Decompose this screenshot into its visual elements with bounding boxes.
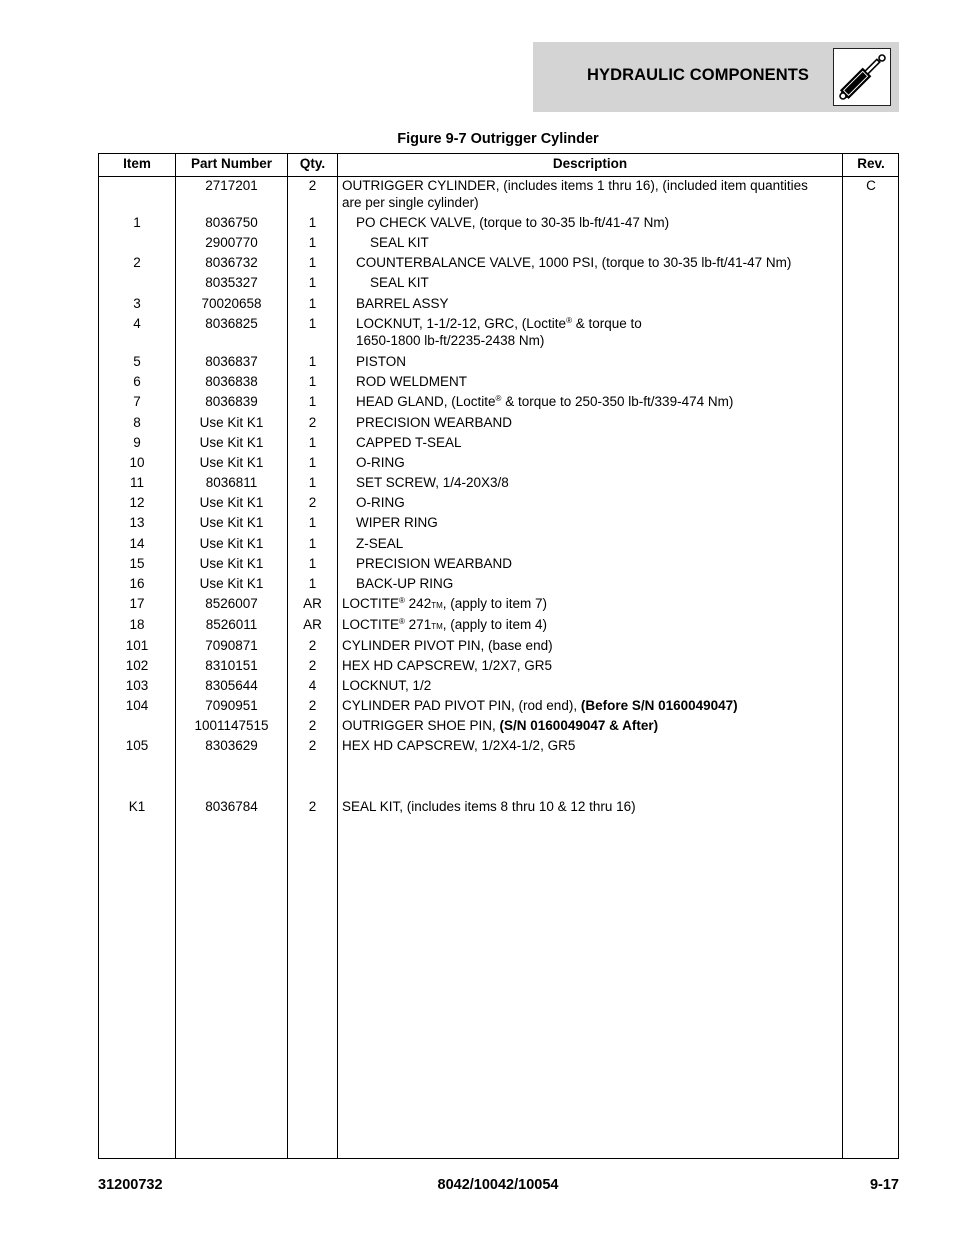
description: SET SCREW, 1/4-20X3/8: [356, 475, 509, 490]
part-number: 7090871: [205, 638, 258, 653]
description: LOCTITE® 271TM, (apply to item 4): [342, 617, 548, 632]
item-number: 17: [129, 596, 145, 611]
description: CYLINDER PAD PIVOT PIN, (rod end), (Before S/N 0160049047): [342, 698, 738, 713]
quantity: 1: [308, 354, 317, 369]
part-number: Use Kit K1: [199, 576, 264, 591]
description: SEAL KIT: [370, 275, 429, 290]
column-header-description: Description: [552, 156, 628, 171]
description: PISTON: [356, 354, 407, 369]
item-number: 8: [133, 415, 141, 430]
part-number: 8303629: [205, 738, 258, 753]
item-number: 15: [129, 556, 145, 571]
item-number: 2: [133, 255, 141, 270]
item-number: 11: [129, 475, 144, 490]
quantity: 1: [308, 275, 317, 290]
part-number: 8035327: [205, 275, 258, 290]
description: COUNTERBALANCE VALVE, 1000 PSI, (torque to 30-35 lb-ft/41-47 Nm): [356, 255, 792, 270]
description: LOCTITE® 242TM, (apply to item 7): [342, 596, 548, 611]
item-number: 101: [125, 638, 149, 653]
part-number: 7090951: [205, 698, 258, 713]
item-number: 6: [133, 374, 141, 389]
part-number: 8526007: [205, 596, 258, 611]
item-number: 5: [133, 354, 141, 369]
description: LOCKNUT, 1-1/2-12, GRC, (Loctite® & torque to 1650-1800 lb-ft/2235-2438 Nm): [356, 316, 642, 348]
quantity: 1: [308, 475, 317, 490]
item-number: 16: [129, 576, 145, 591]
part-number: 2900770: [205, 235, 258, 250]
item-number: 3: [133, 296, 141, 311]
figure-title: Figure 9-7 Outrigger Cylinder: [397, 131, 599, 147]
quantity: 2: [308, 178, 317, 193]
part-number: 8036750: [205, 215, 258, 230]
part-number: Use Kit K1: [199, 495, 264, 510]
description: BARREL ASSY: [356, 296, 449, 311]
quantity: 1: [308, 316, 317, 331]
description: ROD WELDMENT: [356, 374, 467, 389]
description: O-RING: [356, 495, 405, 510]
part-number: Use Kit K1: [199, 515, 264, 530]
part-number: 8036837: [205, 354, 258, 369]
description: CYLINDER PIVOT PIN, (base end): [342, 638, 553, 653]
quantity: 2: [308, 799, 317, 814]
part-number: 1001147515: [194, 718, 269, 733]
description: CAPPED T-SEAL: [356, 435, 462, 450]
quantity: 1: [308, 374, 317, 389]
quantity: 4: [308, 678, 317, 693]
description: PRECISION WEARBAND: [356, 556, 513, 571]
part-number: Use Kit K1: [199, 536, 264, 551]
item-number: K1: [128, 799, 146, 814]
section-header: [533, 42, 899, 112]
revision: C: [866, 178, 876, 193]
quantity: 2: [308, 415, 317, 430]
item-number: 4: [133, 316, 141, 331]
quantity: 2: [308, 738, 317, 753]
quantity: 1: [308, 536, 317, 551]
part-number: 8036811: [205, 475, 258, 490]
description: SEAL KIT, (includes items 8 thru 10 & 12 thru 16): [342, 799, 636, 814]
quantity: 1: [308, 515, 317, 530]
description: WIPER RING: [356, 515, 438, 530]
description: PO CHECK VALVE, (torque to 30-35 lb-ft/41-47 Nm): [356, 215, 670, 230]
part-number: 8526011: [205, 617, 258, 632]
section-title: HYDRAULIC COMPONENTS: [587, 66, 810, 84]
item-number: 1: [133, 215, 141, 230]
quantity: 1: [308, 435, 317, 450]
quantity: 2: [308, 638, 317, 653]
part-number: 8036839: [205, 394, 258, 409]
quantity: 1: [308, 556, 317, 571]
item-number: 7: [133, 394, 141, 409]
description: OUTRIGGER CYLINDER, (includes items 1 thru 16), (included item quantities are per single cylinder): [342, 178, 808, 210]
part-number: Use Kit K1: [199, 455, 264, 470]
footer-model-numbers: 8042/10042/10054: [437, 1177, 559, 1193]
description: HEX HD CAPSCREW, 1/2X7, GR5: [342, 658, 553, 673]
description: Z-SEAL: [356, 536, 404, 551]
description: HEX HD CAPSCREW, 1/2X4-1/2, GR5: [342, 738, 576, 753]
footer-document-number: 31200732: [98, 1177, 163, 1193]
part-number: 8036838: [205, 374, 258, 389]
quantity: 2: [308, 698, 317, 713]
quantity: 1: [308, 215, 317, 230]
item-number: 14: [129, 536, 145, 551]
column-header-part-number: Part Number: [190, 156, 273, 171]
quantity: 2: [308, 718, 317, 733]
description: OUTRIGGER SHOE PIN, (S/N 0160049047 & After): [342, 718, 659, 733]
part-number: 8036732: [205, 255, 258, 270]
description: PRECISION WEARBAND: [356, 415, 513, 430]
quantity: 1: [308, 235, 317, 250]
hydraulic-cylinder-icon: [833, 48, 891, 106]
part-number: 8310151: [205, 658, 258, 673]
quantity: 1: [308, 394, 317, 409]
item-number: 104: [125, 698, 149, 713]
parts-table: [98, 153, 899, 1159]
part-number: Use Kit K1: [199, 435, 264, 450]
part-number: 8305644: [205, 678, 258, 693]
quantity: 1: [308, 455, 317, 470]
item-number: 102: [125, 658, 149, 673]
item-number: 10: [129, 455, 145, 470]
part-number: 8036784: [205, 799, 258, 814]
column-header-qty: Qty.: [299, 156, 326, 171]
description: BACK-UP RING: [356, 576, 454, 591]
description: SEAL KIT: [370, 235, 429, 250]
item-number: 13: [129, 515, 145, 530]
footer-page-number: 9-17: [869, 1177, 899, 1193]
quantity: 1: [308, 576, 317, 591]
quantity: AR: [303, 596, 322, 611]
item-number: 105: [125, 738, 149, 753]
item-number: 18: [129, 617, 145, 632]
column-header-rev: Rev.: [857, 156, 885, 171]
item-number: 103: [125, 678, 149, 693]
quantity: 2: [308, 658, 317, 673]
quantity: 1: [308, 296, 317, 311]
description: HEAD GLAND, (Loctite® & torque to 250-350 lb-ft/339-474 Nm): [356, 394, 734, 409]
description: O-RING: [356, 455, 405, 470]
part-number: Use Kit K1: [199, 415, 264, 430]
column-header-item: Item: [123, 156, 151, 171]
item-number: 12: [129, 495, 145, 510]
part-number: 70020658: [201, 296, 262, 311]
description: LOCKNUT, 1/2: [342, 678, 432, 693]
quantity: 2: [308, 495, 317, 510]
part-number: 8036825: [205, 316, 258, 331]
quantity: 1: [308, 255, 317, 270]
item-number: 9: [133, 435, 141, 450]
quantity: AR: [303, 617, 322, 632]
part-number: 2717201: [205, 178, 258, 193]
part-number: Use Kit K1: [199, 556, 264, 571]
